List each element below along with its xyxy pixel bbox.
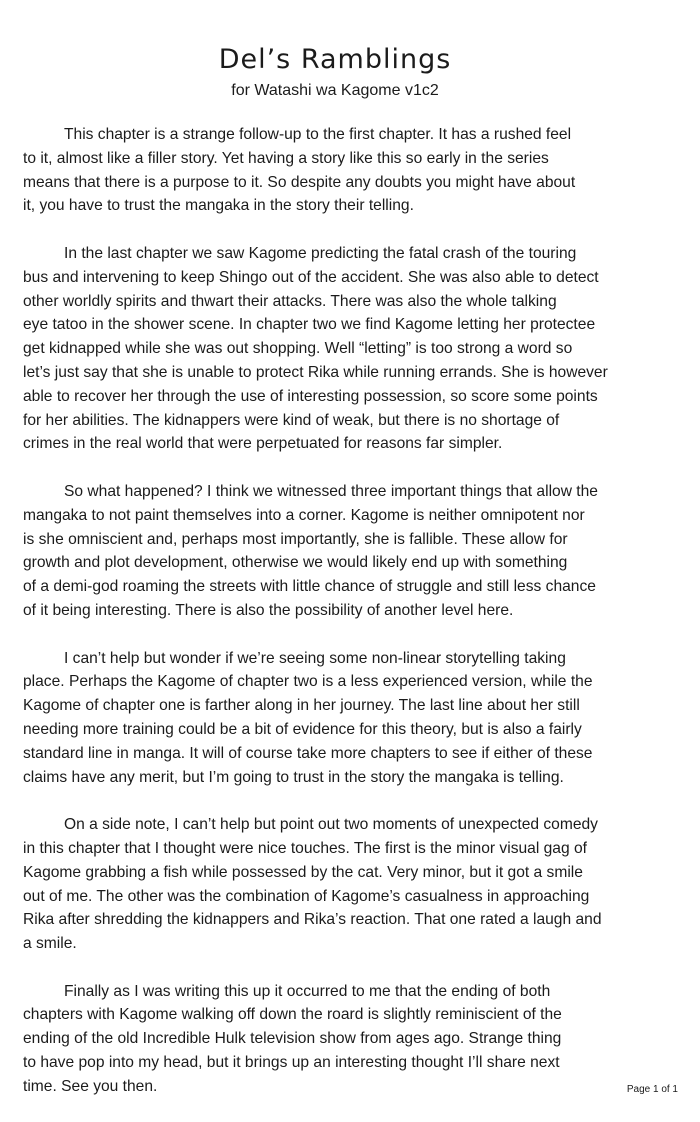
text-line: So what happened? I think we witnessed three important things that allow the (64, 482, 598, 500)
text-line: needing more training could be a bit of evidence for this theory, but is also a fairly (23, 720, 582, 738)
text-line: claims have any merit, but I’m going to trust in the story the mangaka is telling. (23, 768, 564, 786)
text-line: mangaka to not paint themselves into a corner. Kagome is neither omnipotent nor (23, 506, 585, 524)
text-line: bus and intervening to keep Shingo out of the accident. She was also able to detect (23, 268, 599, 286)
text-line: means that there is a purpose to it. So despite any doubts you might have about (23, 173, 576, 191)
text-line: Kagome of chapter one is farther along in her journey. The last line about her still (23, 697, 580, 715)
text-line: is she omniscient and, perhaps most importantly, she is fallible. These allow for (23, 530, 568, 548)
text-line: of a demi-god roaming the streets with little chance of struggle and still less chance (23, 578, 596, 596)
text-line: ending of the old Incredible Hulk television show from ages ago. Strange thing (23, 1030, 562, 1048)
text-line: it, you have to trust the mangaka in the story their telling. (23, 197, 414, 215)
text-line: get kidnapped while she was out shopping. Well “letting” is too strong a word so (23, 340, 573, 358)
document-body (23, 123, 693, 1122)
text-line: growth and plot development, otherwise we would likely end up with something (23, 554, 568, 572)
text-line: for her abilities. The kidnappers were kind of weak, but there is no shortage of (23, 411, 560, 429)
text-line: standard line in manga. It will of course take more chapters to see if either of these (23, 744, 593, 762)
text-line: In the last chapter we saw Kagome predicting the fatal crash of the touring (64, 244, 577, 262)
text-line: eye tatoo in the shower scene. In chapter two we find Kagome letting her protectee (23, 316, 596, 334)
text-line: place. Perhaps the Kagome of chapter two is a less experienced version, while the (23, 673, 593, 691)
text-line: out of me. The other was the combination of Kagome’s casualness in approaching (23, 887, 590, 905)
paragraph (23, 647, 693, 790)
page-number: Page 1 of 1 (626, 1084, 678, 1095)
paragraph (23, 123, 693, 218)
text-line: in this chapter that I thought were nice touches. The first is the minor visual gag of (23, 839, 587, 857)
text-line: On a side note, I can’t help but point out two moments of unexpected comedy (64, 816, 598, 834)
paragraph (23, 480, 693, 623)
text-line: I can’t help but wonder if we’re seeing some non-linear storytelling taking (64, 649, 566, 667)
document-subtitle: for Watashi wa Kagome v1c2 (231, 82, 439, 99)
paragraph (23, 242, 693, 456)
text-line: Kagome grabbing a fish while possessed by the cat. Very minor, but it got a smile (23, 863, 583, 881)
document-title: Del’s Ramblings (218, 44, 452, 75)
text-line: to have pop into my head, but it brings up an interesting thought I’ll share next (23, 1054, 560, 1072)
text-line: time. See you then. (23, 1077, 158, 1095)
text-line: other worldly spirits and thwart their attacks. There was also the whole talking (23, 292, 557, 310)
text-line: of it being interesting. There is also the possibility of another level here. (23, 601, 514, 619)
text-line: Finally as I was writing this up it occurred to me that the ending of both (64, 982, 551, 1000)
text-line: chapters with Kagome walking off down the roard is slightly reminiscient of the (23, 1006, 562, 1024)
text-line: able to recover her through the use of interesting possession, so score some points (23, 387, 598, 405)
text-line: let’s just say that she is unable to protect Rika while running errands. She is however (23, 363, 608, 381)
text-line: crimes in the real world that were perpetuated for reasons far simpler. (23, 435, 503, 453)
text-line: a smile. (23, 935, 77, 953)
text-line: to it, almost like a filler story. Yet having a story like this so early in the series (23, 149, 549, 167)
text-line: Rika after shredding the kidnappers and Rika’s reaction. That one rated a laugh and (23, 911, 602, 929)
paragraph (23, 980, 693, 1099)
paragraph (23, 813, 693, 956)
text-line: This chapter is a strange follow-up to the first chapter. It has a rushed feel (64, 126, 572, 143)
